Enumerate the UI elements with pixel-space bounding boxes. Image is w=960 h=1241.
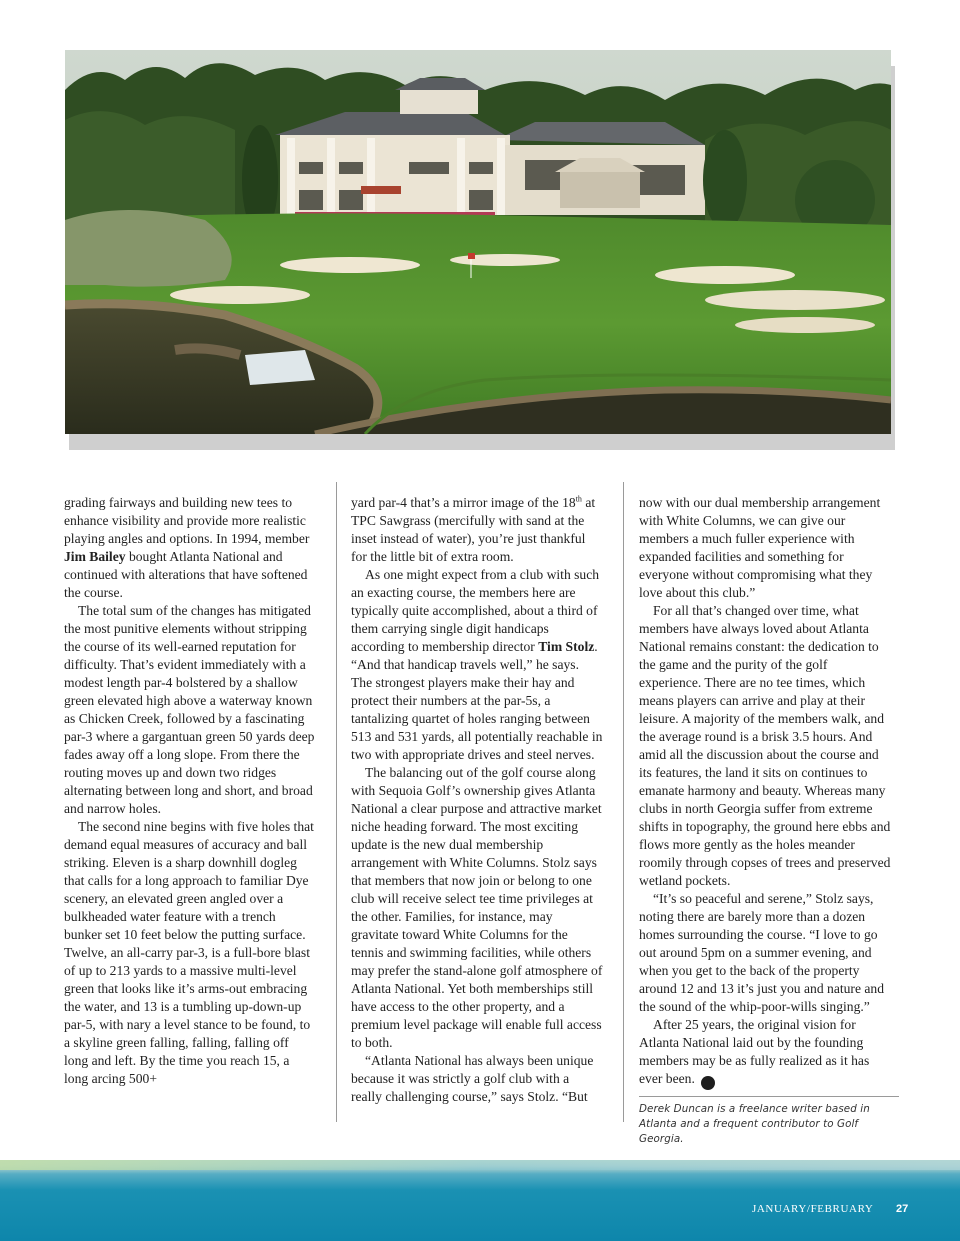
paragraph: now with our dual membership arrangement with White Columns, we can give our members a much fuller experience with expanded facilities and something for everyone without compromising what they love about this club.” <box>639 495 881 600</box>
clubhouse-golf-photo <box>65 50 891 434</box>
column-divider <box>623 482 624 1122</box>
text-run: As one might expect from a club with such an exacting course, the members here are typically quite accomplished, about a third of them carrying single digit handicaps according to membership director <box>351 567 600 654</box>
page-number: 27 <box>896 1203 909 1215</box>
text-run: bought Atlanta National and continued with alterations that have softened the course. <box>64 549 308 600</box>
paragraph: “Atlanta National has always been unique because it was strictly a golf club with a really challenging course,” says Stolz. “But <box>351 1053 594 1104</box>
paragraph <box>351 494 603 566</box>
paragraph <box>64 494 316 602</box>
paragraph: The total sum of the changes has mitigated the most punitive elements without stripping the course of its well-earned reputation for difficulty. That’s evident immediately with a modest length par-4 bolstered by a shallow green elevated high above a waterway known as Chicken Creek, followed by a fascinating par-3 where a gargantuan green 50 yards deep fades away off a long slope. From there the routing moves up and down two ridges alternating between long and short, and broad and narrow holes. <box>64 603 315 816</box>
text-run: yard par-4 that’s a mirror image of the 18 <box>351 495 576 510</box>
footer-band <box>0 1160 960 1241</box>
text-run: grading fairways and building new tees to enhance visibility and provide more realistic playing angles and options. In 1994, member <box>64 495 310 546</box>
author-bio: Derek Duncan is a freelance writer based in Atlanta and a frequent contributor to Golf Georgia. <box>639 1103 870 1145</box>
article-column-1 <box>64 494 316 1088</box>
person-name: Jim Bailey <box>64 549 126 564</box>
text-run: After 25 years, the original vision for Atlanta National laid out by the founding members may be as fully realized as it has ever been. <box>639 1017 870 1086</box>
paragraph: The second nine begins with five holes that demand equal measures of accuracy and ball striking. Eleven is a sharp downhill dogleg that calls for a long approach to familiar Dye scenery, an elevated green angled over a bulkheaded water feature with a trench bunker set 10 feet below the putting surface. Twelve, an all-carry par-3, is a full-bore blast of up to 213 yards to a massive multi-level green that looks like it’s arms-out embracing the water, and 13 is a tumbling up-down-up par-5, with nary a level stance to be found, to a skyline green falling, falling, falling off long and left. By the time you reach 15, a long arcing 500+ <box>64 819 314 1086</box>
column-divider <box>336 482 337 1122</box>
article-column-2 <box>351 494 603 1106</box>
superscript: th <box>575 494 582 504</box>
paragraph <box>351 566 603 764</box>
feature-photo-frame <box>65 50 895 450</box>
paragraph: For all that’s changed over time, what members have always loved about Atlanta National remains constant: the dedication to the game and the purity of the golf experience. There are no tee times, which means players can arrive and play at their leisure. A majority of the members walk, and the average round is a brisk 3.5 hours. And amid all the discussion about the course and its features, the land it sits on continues to emanate harmony and beauty. Whereas many clubs in north Georgia suffer from extreme shifts in topography, the ground here ebbs and flows more gently as the holes meander roomily through copses of trees and preserved wetland pockets. <box>639 603 891 888</box>
end-mark-icon: GG <box>701 1076 715 1090</box>
text-run: . “And that handicap travels well,” he says. The strongest players make their hay and protect their numbers at the par-5s, a tantalizing quartet of holes ranging between 513 and 531 yards, all potentially reachable in two with appropriate drives and steel nerves. <box>351 639 603 762</box>
paragraph: “It’s so peaceful and serene,” Stolz says, noting there are barely more than a dozen homes surrounding the course. “I love to go out around 5pm on a summer evening, and when you get to the back of the property around 12 and 13 it’s just you and nature and the sound of the whip-poor-wills singing.” <box>639 891 885 1014</box>
paragraph: The balancing out of the golf course along with Sequoia Golf’s ownership gives Atlanta National a clear purpose and attractive market niche heading forward. The most exciting update is the new dual membership arrangement with White Columns. Stolz says that members that now join or belong to one club will receive select tee time privileges at the other. Families, for instance, may gravitate toward White Columns for the tennis and swimming facilities, while others may prefer the stand-alone golf atmosphere of Atlanta National. Yet both memberships still have access to the other property, and a premium level package will enable full access to both. <box>351 765 603 1050</box>
article-column-3 <box>639 494 891 1147</box>
person-name: Tim Stolz <box>538 639 595 654</box>
paragraph <box>639 1016 891 1090</box>
issue-date: JANUARY/FEBRUARY <box>752 1203 874 1215</box>
golf-clubhouse-photo-icon <box>65 50 891 434</box>
bio-divider <box>639 1096 899 1097</box>
text-run: at TPC Sawgrass (mercifully with sand at the inset instead of water), you’re just thankful for the little bit of extra room. <box>351 495 596 564</box>
